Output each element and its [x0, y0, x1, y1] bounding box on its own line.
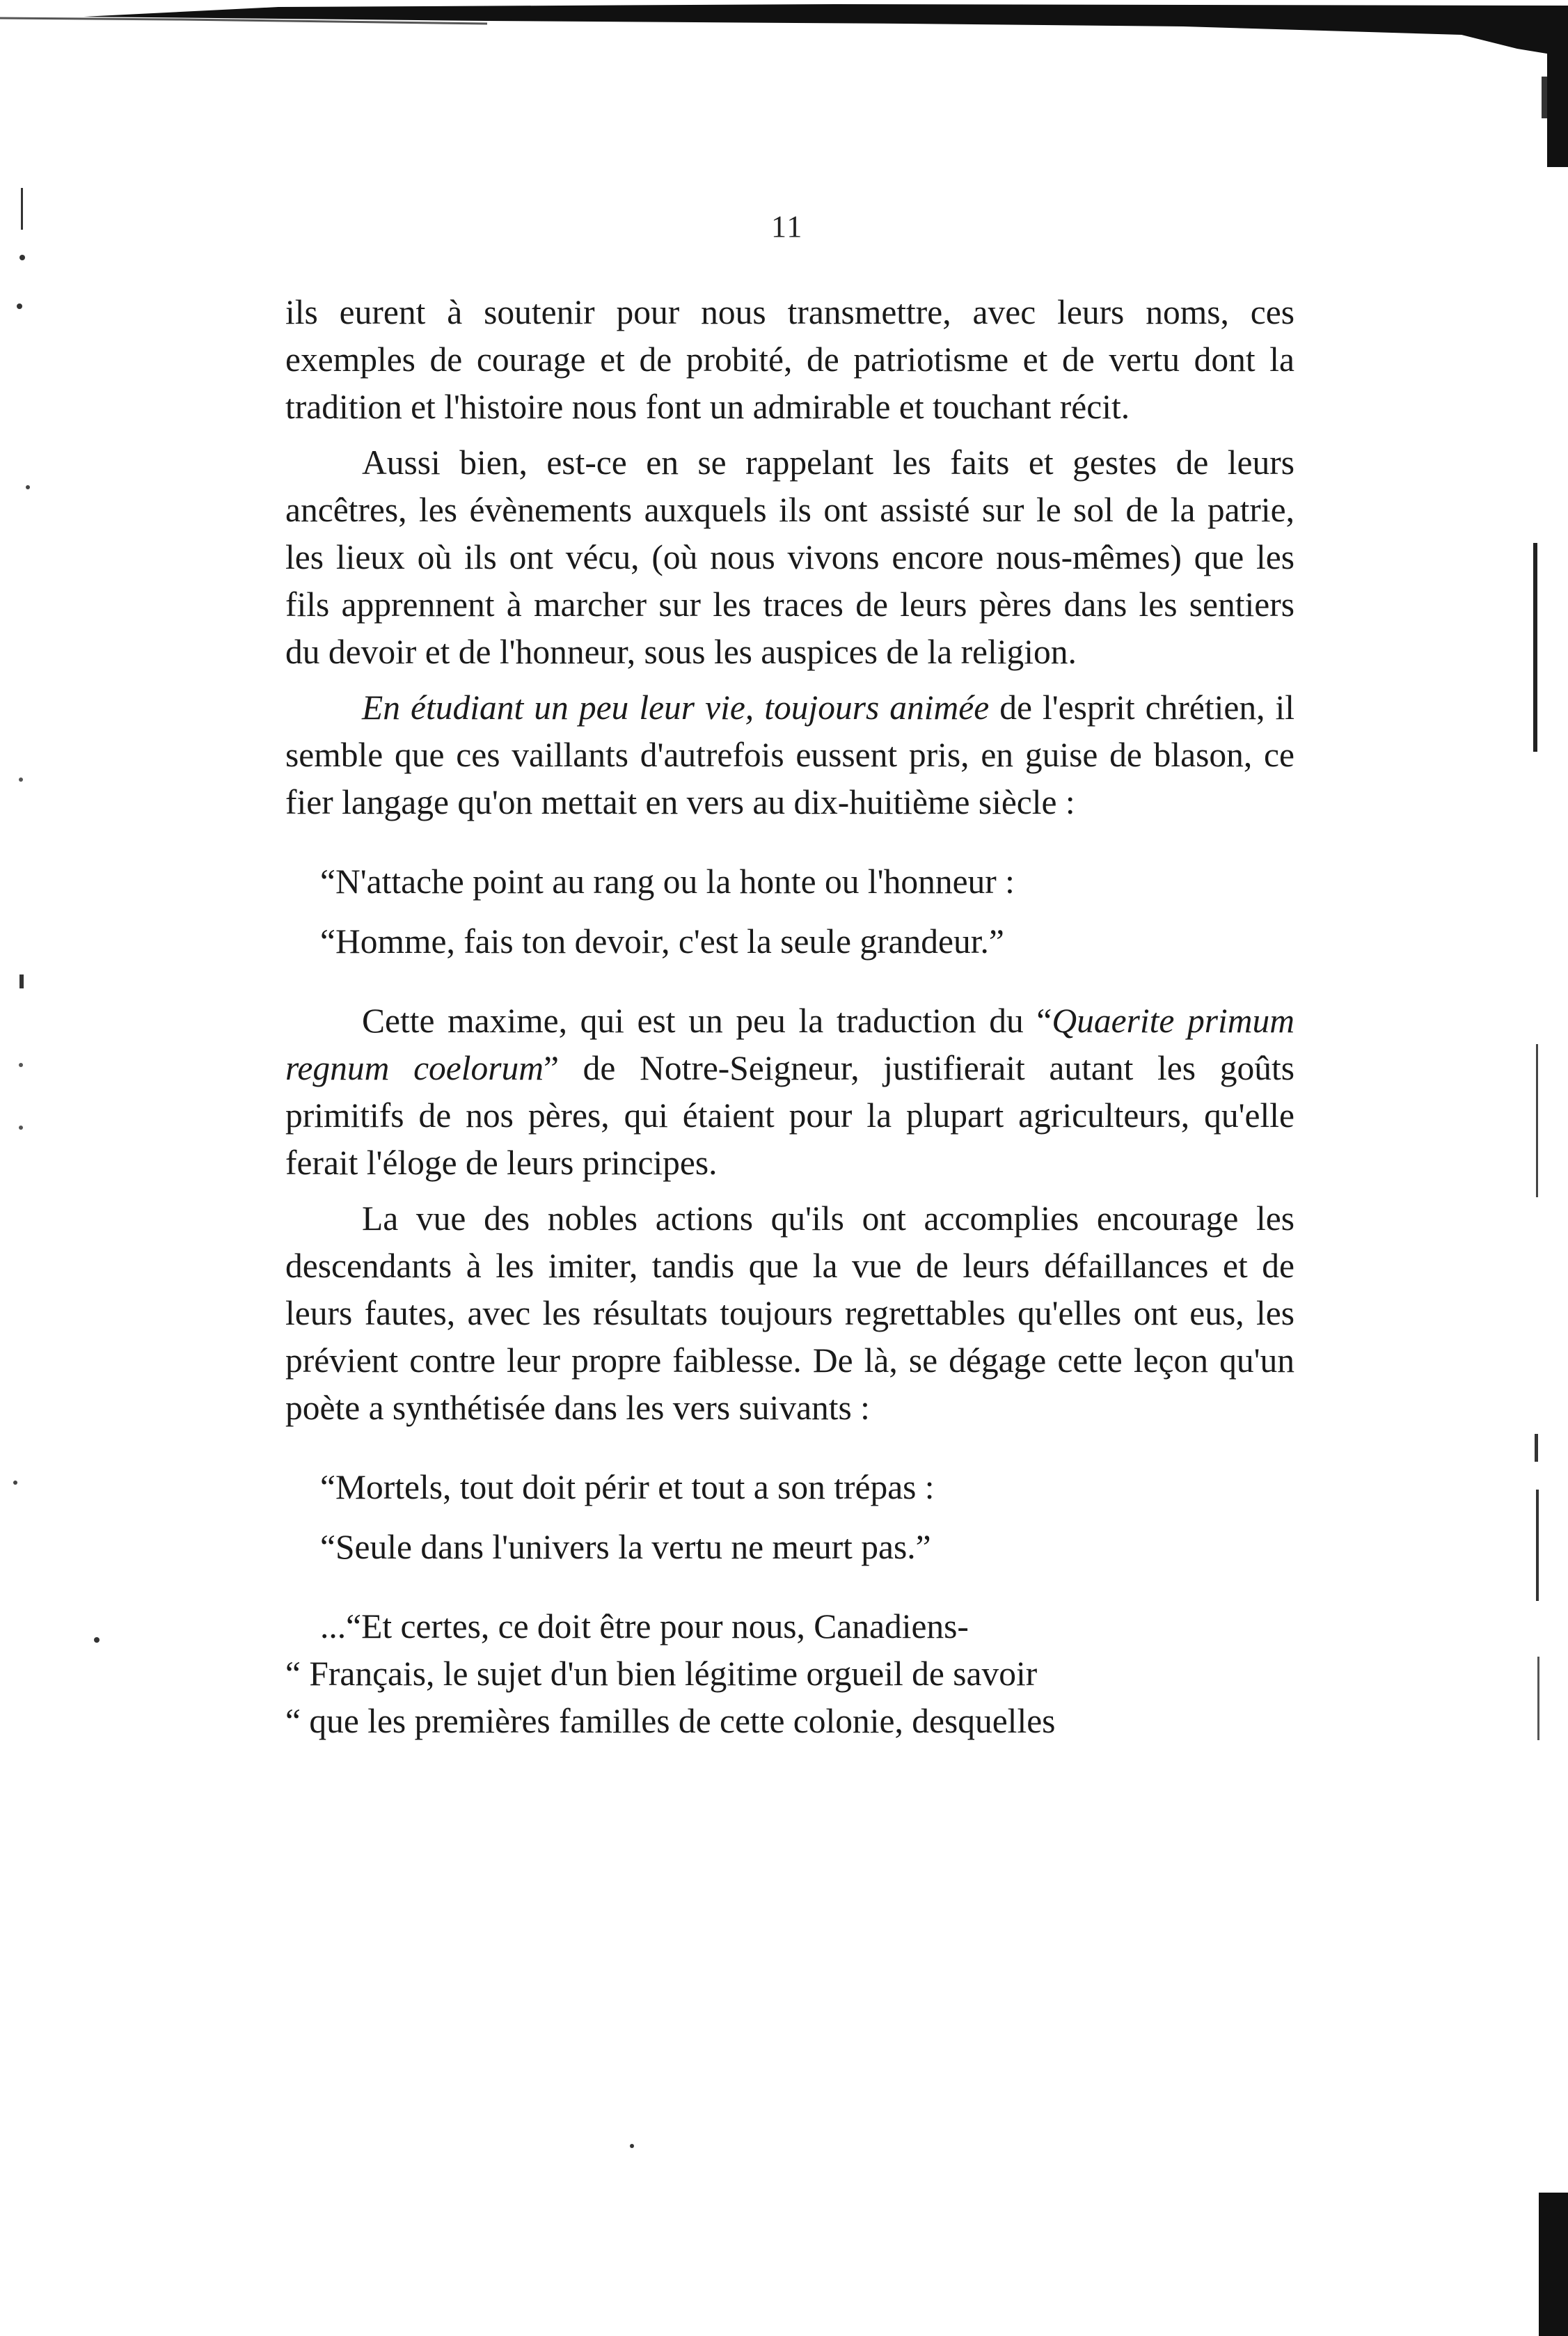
paragraph-text: Cette maxime, qui est un peu la traduction du “ — [362, 1002, 1052, 1040]
paragraph-nobles-actions: La vue des nobles actions qu'ils ont accomplies encourage les descendants à les imiter, tandis que la vue de leurs défaillances et de leurs fautes, avec les résultats toujours regrettables qu'elles ont eus, les prévient contre leur propre faiblesse. De là, se dégage cette leçon qu'un poète a synthétisée dans les vers suivants : — [285, 1199, 1294, 1427]
italic-phrase: En étudiant un peu leur vie, toujours animée — [362, 688, 990, 727]
page-number: 11 — [771, 210, 804, 244]
paragraph-maxime — [285, 997, 1294, 1187]
paragraph-blason — [285, 684, 1294, 826]
verse-quote-honneur — [285, 858, 1294, 965]
scan-speck — [94, 1637, 100, 1643]
paragraph-text: ” de Notre-Seigneur, justifierait autant les goûts primitifs de nos pères, qui étaient pour la plupart agriculteurs, qu'elle ferait l'éloge de leurs principes. — [285, 1049, 1294, 1182]
quoted-line: “ Français, le sujet d'un bien légitime orgueil de savoir — [285, 1655, 1038, 1693]
scan-edge-top — [0, 0, 1568, 63]
body-text — [285, 289, 1294, 1745]
verse-line: “Mortels, tout doit périr et tout a son trépas : — [320, 1468, 935, 1506]
paragraph-ancestors: Aussi bien, est-ce en se rappelant les faits et gestes de leurs ancêtres, les évènements auxquels ils ont assisté sur le sol de la patrie, les lieux où ils ont vécu, (où nous vivons encore nous-mêmes) que les fils apprennent à marcher sur les traces de leurs pères dans les sentiers du devoir et de l'honneur, sous les auspices de la religion. — [285, 443, 1294, 671]
scan-speck — [630, 2144, 634, 2148]
verse-line: “N'attache point au rang ou la honte ou l'honneur : — [320, 862, 1015, 901]
quoted-line: “ que les premières familles de cette colonie, desquelles — [285, 1702, 1056, 1740]
verse-line: “Seule dans l'univers la vertu ne meurt pas.” — [320, 1528, 931, 1566]
scan-edge-right — [1526, 0, 1568, 2336]
verse-quote-mortels — [285, 1464, 1294, 1571]
scan-edge-left — [0, 0, 42, 2336]
latin-quote: Quaerite primum regnum coelorum — [285, 1002, 1295, 1087]
paragraph-continuation: ils eurent à soutenir pour nous transmettre, avec leurs noms, ces exemples de courage et de probité, de patriotisme et de vertu dont la tradition et l'histoire nous font un admirable et touchant récit. — [285, 293, 1294, 426]
paragraph-text: de l'esprit chrétien, il semble que ces vaillants d'autrefois eussent pris, en guise de blason, ce fier langage qu'on mettait en vers au dix-huitième siècle : — [285, 688, 1294, 821]
quoted-line: ...“Et certes, ce doit être pour nous, Canadiens- — [320, 1607, 969, 1646]
verse-line: “Homme, fais ton devoir, c'est la seule grandeur.” — [320, 922, 1004, 961]
